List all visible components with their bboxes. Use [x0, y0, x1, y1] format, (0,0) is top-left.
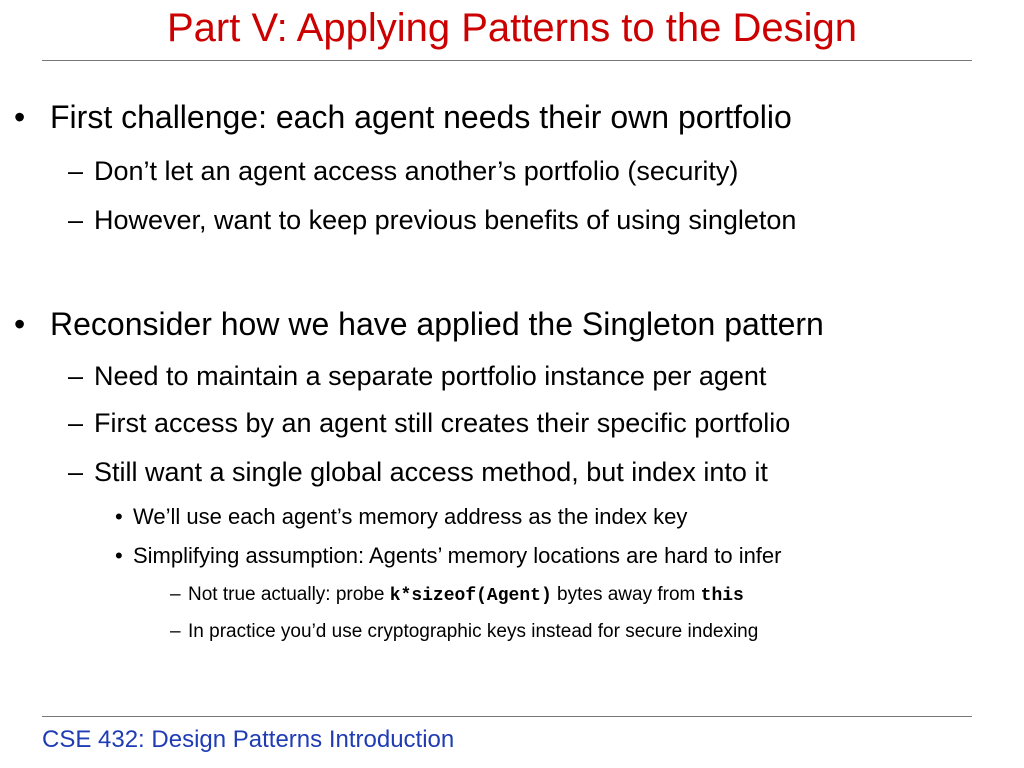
level4-text — [188, 583, 744, 608]
sub-bullet-text: First access by an agent still creates their specific portfolio — [94, 408, 791, 438]
dash-marker: – — [170, 584, 181, 605]
code-this: this — [700, 586, 744, 606]
sub-bullet-text: Need to maintain a separate portfolio instance per agent — [94, 361, 767, 391]
dash-marker: – — [68, 205, 84, 235]
dash-marker: – — [170, 621, 181, 642]
sub-bullet-text: Don’t let an agent access another’s portfolio (security) — [94, 156, 739, 186]
level4-text: In practice you’d use cryptographic keys instead for secure indexing — [188, 621, 759, 642]
level4-text-mid: bytes away from — [551, 584, 701, 605]
bullet-text: Reconsider how we have applied the Singleton pattern — [50, 306, 824, 342]
level4-text-pre: Not true actually: probe — [188, 584, 390, 605]
sub-sub-bullet-text: Simplifying assumption: Agents’ memory locations are hard to infer — [133, 543, 782, 568]
bullet-marker: • — [115, 543, 123, 568]
sub-bullet-text: Still want a single global access method, but index into it — [94, 457, 768, 487]
dash-marker: – — [68, 156, 84, 186]
bullet-marker: • — [115, 504, 123, 529]
dash-marker: – — [68, 408, 84, 438]
footer-divider — [42, 716, 972, 717]
dash-marker: – — [68, 457, 84, 487]
sub-bullet-text: However, want to keep previous benefits of using singleton — [94, 205, 797, 235]
code-sizeof-agent: k*sizeof(Agent) — [389, 586, 552, 606]
bullet-marker: • — [14, 306, 26, 342]
sub-sub-bullet-text: We’ll use each agent’s memory address as the index key — [133, 504, 688, 529]
bullet-text: First challenge: each agent needs their own portfolio — [50, 99, 792, 135]
bullet-marker: • — [14, 99, 26, 135]
slide-title: Part V: Applying Patterns to the Design — [166, 6, 858, 50]
dash-marker: – — [68, 361, 84, 391]
slide-footer: CSE 432: Design Patterns Introduction — [42, 726, 455, 753]
